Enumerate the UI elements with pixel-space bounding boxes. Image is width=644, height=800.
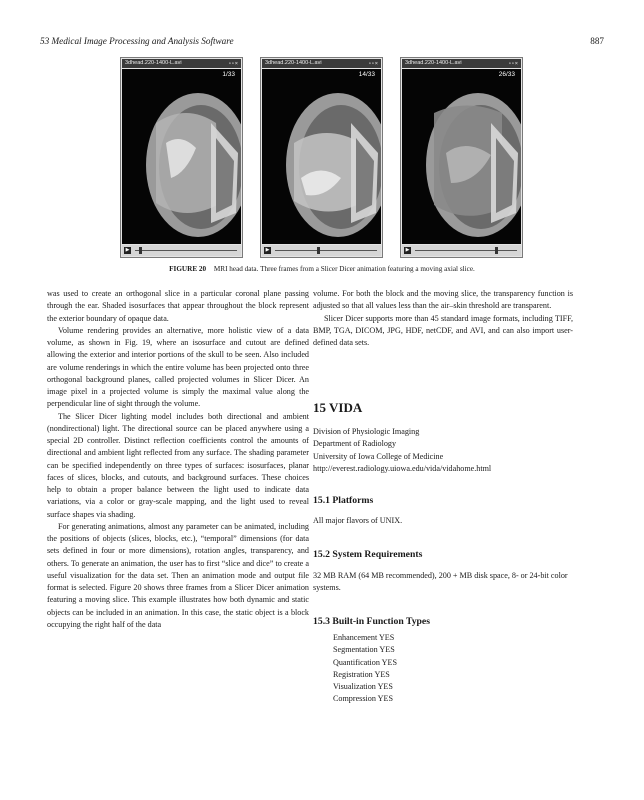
frame-counter: 1/33: [222, 71, 235, 78]
list-item: Enhancement YES: [333, 633, 395, 642]
list-item: Compression YES: [333, 694, 393, 704]
animation-frame-2: [260, 57, 383, 258]
window-title: 3dhead.220-1400-L.avi: [125, 60, 182, 66]
window-title: 3dhead.220-1400-L.avi: [265, 60, 322, 66]
system-requirements-text: 32 MB RAM (64 MB recommended), 200 + MB disk space, 8- or 24-bit color systems.: [313, 571, 568, 593]
window-title: 3dhead.220-1400-L.avi: [405, 60, 462, 66]
mri-head-render: [406, 83, 521, 243]
figure-20: [120, 57, 524, 260]
function-types-list: [333, 632, 397, 706]
mri-view: [262, 69, 381, 244]
timeline-track[interactable]: [275, 250, 377, 251]
page-number: 887: [590, 36, 604, 46]
timeline-thumb[interactable]: [139, 247, 142, 254]
window-title-bar: [122, 59, 241, 68]
paragraph: Volume rendering provides an alternative, more holistic view of a data volume, as shown in Fig. 19, where an isosurface and cutout are defined allowing the exterior and interior portions of the skull to be seen. Also included are volume renderings in which the entire volume has been projected onto three orthogonal background planes, called projected volumes in Slicer Dicer. An image pixel in a projected volume is simply the maximal value along the perpendicular line of sight through the volume.: [47, 325, 309, 409]
frame-counter: 26/33: [498, 71, 515, 78]
paragraph: was used to create an orthogonal slice in a particular coronal plane passing through the ear. Shaded isosurfaces that appear throughout the block represent the exterior boundary of opaque data.: [47, 289, 309, 323]
right-column: [313, 288, 573, 349]
animation-frame-3: [400, 57, 523, 258]
contact-line: Division of Physiologic Imaging: [313, 427, 420, 436]
list-item: Segmentation YES: [333, 645, 395, 655]
paragraph: Slicer Dicer supports more than 45 standard image formats, including TIFF, BMP, TGA, DICOM, JPG, HDF, netCDF, and AVI, and can also import user-defined data sets.: [313, 313, 573, 347]
timeline-track[interactable]: [135, 250, 237, 251]
paragraph: The Slicer Dicer lighting model includes both directional and ambient (nondirectional) light. The directional source can be placed anywhere using a special 2D controller. Distinct reflection coefficients control the amounts of directional and ambient light reflected from any surface. The shading parameter can be specified independently on three types of surfaces: isosurfaces, planar faces of slices, blocks, and cutouts, and background surfaces. These choices help to obtain a proper balance between the light used to indicate data variations, via a color or gray-scale mapping, and the light used to reveal surface shapes via shading.: [47, 411, 309, 519]
window-buttons-icon: ▫▫×: [368, 61, 379, 67]
play-icon[interactable]: ▶: [265, 247, 270, 253]
paragraph: For generating animations, almost any parameter can be animated, including the positions of objects (slices, blocks, etc.), “temporal” dimensions (for data sets defined in four or more dimensions), rotation angles, transparency, and others. To generate an animation, the user has to first “slice and dice” to create a useful visualization for the data set. Then an animation mode and output file format is selected. Figure 20 shows three frames from a Slicer Dicer animation featuring a moving slice. This example illustrates how both dynamic and static objects can be included in an animation. In this case, the static object is a block occupying the right half of the data: [47, 521, 309, 629]
window-title-bar: [402, 59, 521, 68]
caption-text: MRI head data. Three frames from a Slicer Dicer animation featuring a moving axial slice.: [213, 265, 475, 273]
section-heading-vida: 15 VIDA: [313, 400, 363, 415]
platforms-text: All major flavors of UNIX.: [313, 516, 403, 525]
running-title: 53 Medical Image Processing and Analysis Software: [40, 36, 234, 46]
left-column: [47, 288, 309, 631]
mri-view: [122, 69, 241, 244]
list-item: Registration YES: [333, 669, 390, 679]
contact-line: University of Iowa College of Medicine: [313, 451, 444, 461]
section-heading-system-requirements: 15.2 System Requirements: [313, 549, 423, 560]
mri-view: [402, 69, 521, 244]
timeline-thumb[interactable]: [317, 247, 320, 254]
mri-head-render: [126, 83, 241, 243]
vida-contact: [313, 426, 575, 475]
list-item: Quantification YES: [333, 657, 398, 667]
running-header: [40, 36, 604, 50]
playback-controls: [262, 245, 381, 256]
caption-label: FIGURE 20: [169, 265, 207, 273]
playback-controls: [402, 245, 521, 256]
playback-controls: [122, 245, 241, 256]
contact-url: http://everest.radiology.uiowa.edu/vida/vidahome.html: [313, 463, 492, 473]
timeline-thumb[interactable]: [495, 247, 498, 254]
animation-frame-1: [120, 57, 243, 258]
window-buttons-icon: ▫▫×: [228, 61, 239, 67]
window-title-bar: [262, 59, 381, 68]
timeline-track[interactable]: [415, 250, 517, 251]
frame-counter: 14/33: [358, 71, 375, 78]
list-item: Visualization YES: [333, 682, 393, 691]
play-icon[interactable]: ▶: [405, 247, 410, 253]
section-heading-platforms: 15.1 Platforms: [313, 495, 374, 506]
mri-head-render: [266, 83, 381, 243]
window-buttons-icon: ▫▫×: [508, 61, 519, 67]
section-heading-function-types: 15.3 Built-in Function Types: [313, 616, 430, 627]
contact-line: Department of Radiology: [313, 439, 397, 449]
paragraph: volume. For both the block and the moving slice, the transparency function is adjusted so that all values less than the air–skin threshold are transparent.: [313, 289, 573, 311]
play-icon[interactable]: ▶: [125, 247, 130, 253]
figure-caption: [40, 265, 604, 273]
